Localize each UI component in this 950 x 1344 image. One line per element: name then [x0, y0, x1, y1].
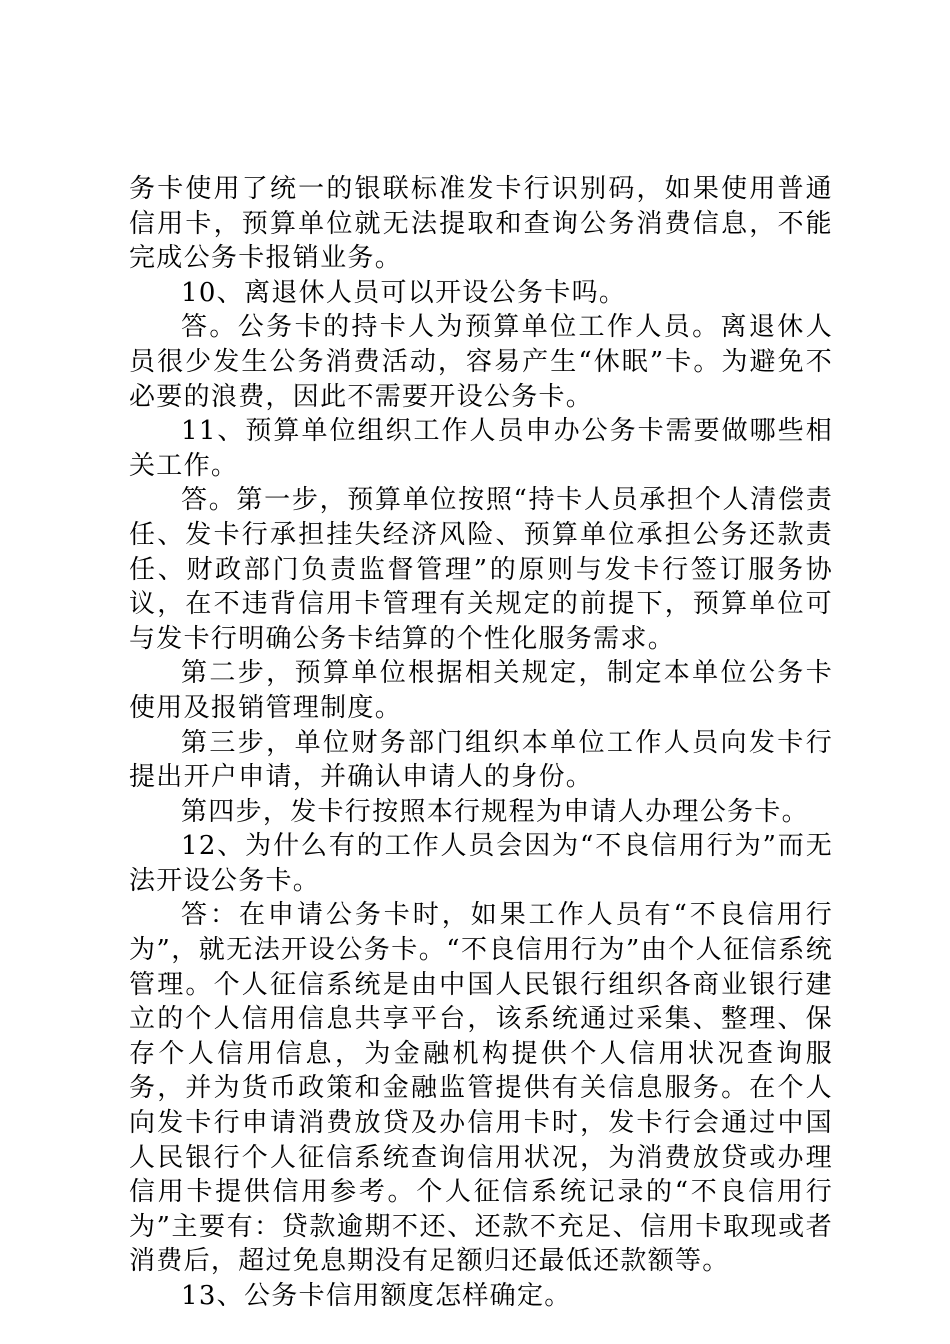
document-body: [129, 172, 833, 1314]
answer-12: 答：在申请公务卡时，如果工作人员有“不良信用行为”，就无法开设公务卡。“不良信用行为”由个人征信系统管理。个人征信系统是由中国人民银行组织各商业银行建立的个人信用信息共享平台，该系统通过采集、整理、保存个人信用信息，为金融机构提供个人信用状况查询服务，并为货币政策和金融监管提供有关信息服务。在个人向发卡行申请消费放贷及办信用卡时，发卡行会通过中国人民银行个人征信系统查询信用状况，为消费放贷或办理信用卡提供信用参考。个人征信系统记录的“不良信用行为”主要有：贷款逾期不还、还款不充足、信用卡取现或者消费后，超过免息期没有足额归还最低还款额等。: [129, 900, 833, 1277]
question-12: 12、为什么有的工作人员会因为“不良信用行为”而无法开设公务卡。: [129, 831, 833, 896]
answer-10: 答。公务卡的持卡人为预算单位工作人员。离退休人员很少发生公务消费活动，容易产生“休眠”卡。为避免不必要的浪费，因此不需要开设公务卡。: [129, 312, 833, 412]
paragraph-continuation: 务卡使用了统一的银联标准发卡行识别码，如果使用普通信用卡，预算单位就无法提取和查询公务消费信息，不能完成公务卡报销业务。: [129, 174, 833, 274]
question-13: 13、公务卡信用额度怎样确定。: [181, 1281, 572, 1311]
question-11: 11、预算单位组织工作人员申办公务卡需要做哪些相关工作。: [129, 416, 833, 481]
question-10: 10、离退休人员可以开设公务卡吗。: [181, 277, 627, 308]
answer-11-step-3: 第三步，单位财务部门组织本单位工作人员向发卡行提出开户申请，并确认申请人的身份。: [129, 727, 833, 793]
answer-11-step-2: 第二步，预算单位根据相关规定，制定本单位公务卡使用及报销管理制度。: [129, 658, 833, 723]
answer-11-step-1: 答。第一步，预算单位按照“持卡人员承担个人清偿责任、发卡行承担挂失经济风险、预算单位承担公务还款责任、财政部门负责监督管理”的原则与发卡行签订服务协议，在不违背信用卡管理有关规定的前提下，预算单位可与发卡行明确公务卡结算的个性化服务需求。: [129, 485, 833, 654]
answer-11-step-4: 第四步，发卡行按照本行规程为申请人办理公务卡。: [181, 796, 809, 827]
